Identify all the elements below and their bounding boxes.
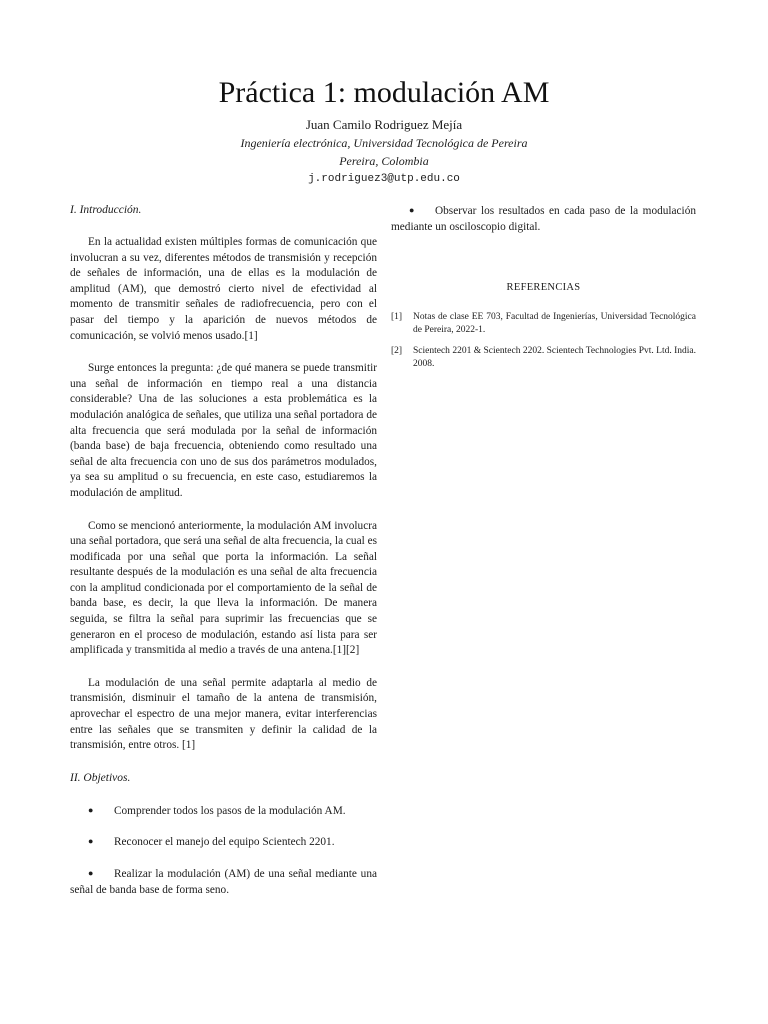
intro-paragraph: En la actualidad existen múltiples formas de comunicación que involucran a su vez, diferentes métodos de transmisión y recepción de señales de información, una de ellas es la modulación de amplitud (AM), que demostró cierto nivel de efectividad al momento de transmitir señales de radiofrecuencia, pero con el pasar del tiempo y la aparición de nuevos métodos de comunicación, se volvió menos usado.[1] xyxy=(70,236,377,342)
section-heading-references: REFERENCIAS xyxy=(506,282,581,294)
section-heading-objectives: II. Objetivos. xyxy=(70,771,131,784)
objective-item xyxy=(70,866,377,898)
objectives-list xyxy=(70,803,377,898)
objective-text: Reconocer el manejo del equipo Scientech 2201. xyxy=(114,836,335,849)
author-location: Pereira, Colombia xyxy=(339,154,429,168)
reference-text: Notas de clase EE 703, Facultad de Ingenierías, Universidad Tecnológica de Pereira, 2022-1. xyxy=(413,312,696,335)
reference-number: [1] xyxy=(391,312,403,323)
author-name: Juan Camilo Rodriguez Mejía xyxy=(305,117,463,132)
objectives-list-continued xyxy=(391,203,696,235)
bullet-icon: ● xyxy=(88,804,94,815)
bullet-icon: ● xyxy=(88,836,94,847)
reference-text: Scientech 2201 & Scientech 2202. Scientech Technologies Pvt. Ltd. India. 2008. xyxy=(413,346,696,369)
objective-text: Realizar la modulación (AM) de una señal mediante una señal de banda base de forma seno. xyxy=(70,868,377,896)
objective-text: Comprender todos los pasos de la modulación AM. xyxy=(114,804,346,817)
bullet-icon: ● xyxy=(409,205,415,215)
objective-item xyxy=(391,203,696,235)
intro-paragraph: Surge entonces la pregunta: ¿de qué manera se puede transmitir una señal de información en tiempo real a una distancia considerable? Una de las soluciones a esta problemática es la modulación analógica de señales, que utiliza una señal portadora de alta frecuencia que será modulada por la señal de información (banda base) de baja frecuencia, obteniendo como resultado una señal de alta frecuencia con uno de sus dos parámetros modulados, ya sea su amplitud o su frecuencia, en este caso, estudiaremos la modulación de amplitud. xyxy=(70,362,377,499)
author-affiliation: Ingeniería electrónica, Universidad Tecnológica de Pereira xyxy=(240,136,528,150)
author-block xyxy=(0,116,768,188)
author-email: j.rodriguez3@utp.edu.co xyxy=(308,173,460,185)
objective-text: Observar los resultados en cada paso de la modulación mediante un osciloscopio digital. xyxy=(391,205,696,233)
bullet-icon: ● xyxy=(88,868,94,878)
page-title: Práctica 1: modulación AM xyxy=(218,76,550,109)
objective-item xyxy=(70,803,377,820)
right-column xyxy=(391,203,696,379)
intro-paragraph: La modulación de una señal permite adaptarla al medio de transmisión, disminuir el tamaño de la antena de transmisión, aprovechar el espectro de una mejor manera, evitar interferencias entre las señales que se transmiten y definir la calidad de la transmisión, entre otros. [1] xyxy=(70,676,377,752)
reference-item xyxy=(391,311,696,336)
reference-number: [2] xyxy=(391,346,403,357)
reference-item xyxy=(391,345,696,370)
left-column xyxy=(70,203,377,913)
intro-paragraph: Como se mencionó anteriormente, la modulación AM involucra una señal portadora, que será una señal de alta frecuencia, la cual es modificada por una señal que porta la información. La señal resultante después de la modulación es una señal de alta frecuencia con la amplitud condicionada por el comportamiento de la señal de banda base, es decir, la que lleva la información. De manera seguida, se filtra la señal para suprimir las frecuencias que se generaron en el proceso de modulación, estando así lista para ser amplificada y transmitida al medio a través de una antena.[1][2] xyxy=(70,519,377,657)
objective-item xyxy=(70,834,377,851)
section-heading-introduction: I. Introducción. xyxy=(70,204,142,216)
